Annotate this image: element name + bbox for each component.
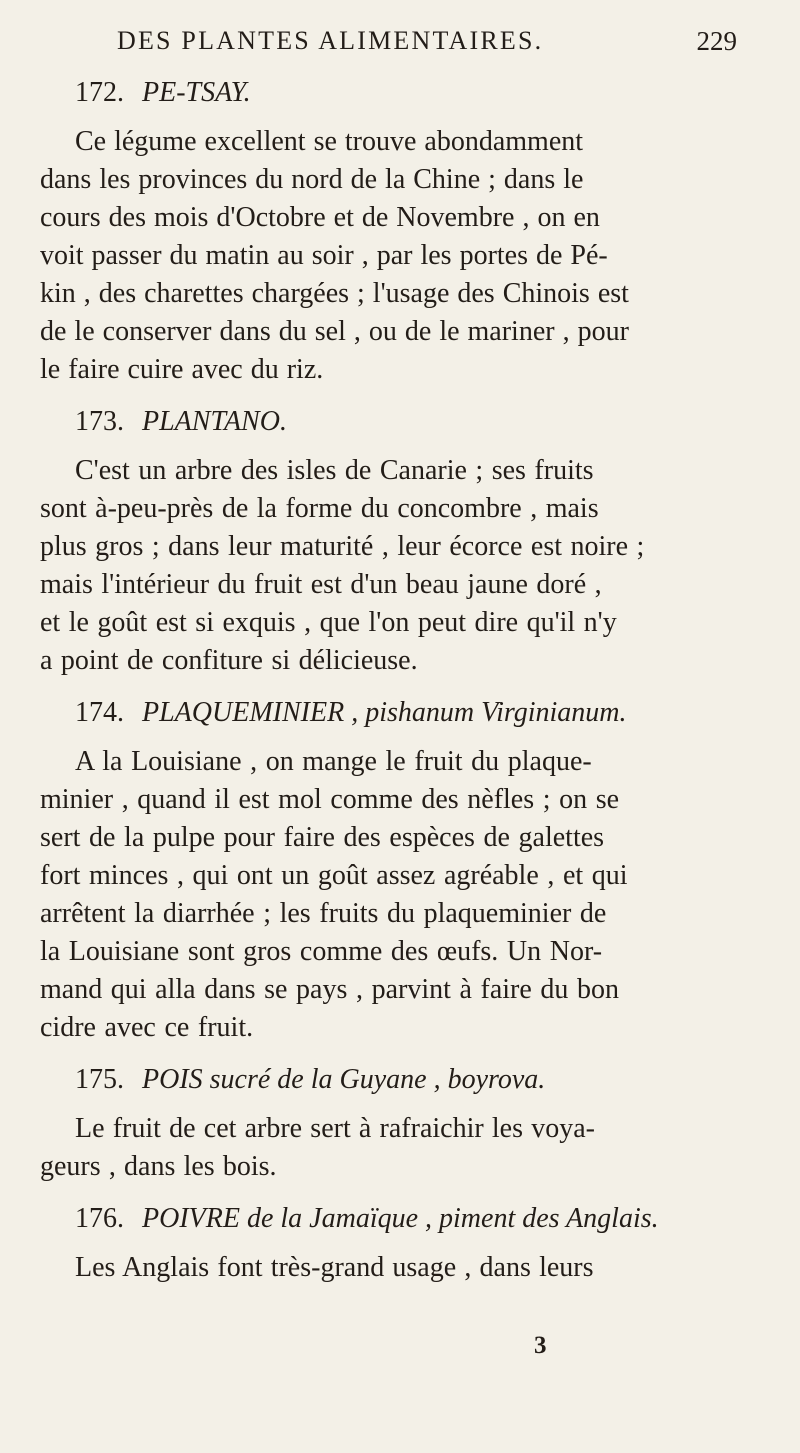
- entry-subtitle: , pishanum Virginianum.: [351, 697, 627, 728]
- entry-174: [40, 696, 740, 1047]
- entry-176: [40, 1202, 740, 1287]
- entry-text: A la Louisiane , on mange le fruit du plaque- minier , quand il est mol comme des nèfles ; on se sert de la pulpe pour faire des espèces de galettes fort minces , qui ont un goût assez agréable , et qui arrêtent la diarrhée ; les fruits du plaqueminier de la Louisiane sont gros comme des œufs. Un Nor- mand qui alla dans se pays , parvint à faire du bon cidre avec ce fruit.: [40, 746, 628, 1043]
- entry-number: 172.: [75, 77, 124, 108]
- entry-heading: [40, 1202, 740, 1236]
- signature-mark: 3: [534, 1332, 547, 1359]
- entry-172: [40, 76, 740, 389]
- entry-heading: [40, 405, 740, 439]
- entry-title: POIS: [142, 1064, 203, 1095]
- entry-title: PE-TSAY.: [142, 77, 251, 108]
- entry-title: PLANTANO.: [142, 406, 287, 437]
- entry-number: 175.: [75, 1064, 124, 1095]
- entry-number: 174.: [75, 697, 124, 728]
- entry-subtitle: sucré de la Guyane , boyrova.: [209, 1064, 546, 1095]
- entry-text: Les Anglais font très-grand usage , dans leurs: [75, 1252, 594, 1283]
- entry-heading: [40, 696, 740, 730]
- running-title: DES PLANTES ALIMENTAIRES.: [117, 26, 544, 55]
- entry-175: [40, 1063, 740, 1186]
- entry-number: 176.: [75, 1203, 124, 1234]
- entry-title: POIVRE: [142, 1203, 240, 1234]
- entry-heading: [40, 1063, 740, 1097]
- entry-text: C'est un arbre des isles de Canarie ; ses fruits sont à-peu-près de la forme du concombre , mais plus gros ; dans leur maturité , leur écorce est noire ; mais l'intérieur du fruit est d'un beau jaune doré , et le goût est si exquis , que l'on peut dire qu'il n'y a point de confiture si délicieuse.: [40, 455, 645, 676]
- entry-title: PLAQUEMINIER: [142, 697, 345, 728]
- entry-text: Le fruit de cet arbre sert à rafraichir les voya- geurs , dans les bois.: [40, 1113, 595, 1182]
- running-head: [117, 26, 737, 60]
- entry-text: Ce légume excellent se trouve abondamment dans les provinces du nord de la Chine ; dans le cours des mois d'Octobre et de Novembre , on en voit passer du matin au soir , par les portes de Pé- kin , des charettes chargées ; l'usage des Chinois est de le conserver dans du sel , ou de le mariner , pour le faire cuire avec du riz.: [40, 126, 629, 385]
- entry-subtitle: de la Jamaïque , piment des Anglais.: [246, 1203, 659, 1234]
- page-number: 229: [696, 26, 737, 56]
- entry-173: [40, 405, 740, 680]
- entry-heading: [40, 76, 740, 110]
- main-text: [40, 76, 740, 1287]
- entry-number: 173.: [75, 406, 124, 437]
